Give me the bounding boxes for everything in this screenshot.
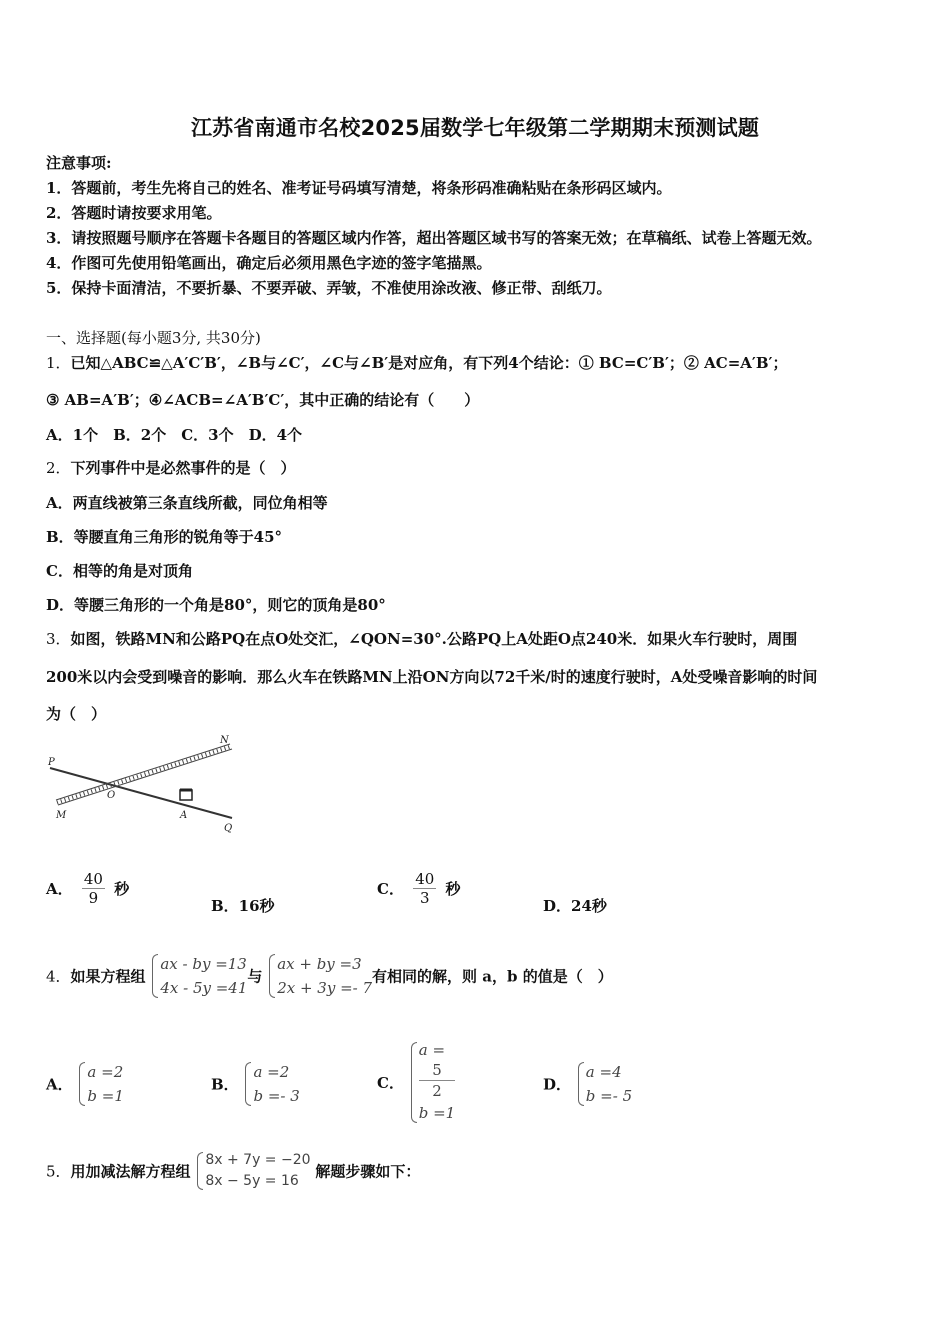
label-p: P: [48, 757, 55, 768]
equation: a =2: [253, 1063, 290, 1081]
answer-system: [243, 1060, 299, 1108]
option-label: A．: [46, 880, 73, 898]
fraction-denominator: 9: [82, 888, 105, 907]
equation: 8x + 7y = −20: [205, 1152, 311, 1168]
question-1-line-2: ③ AB=A′B′；④∠ACB=∠A′B′C′，其中正确的结论有（ ）: [46, 391, 480, 409]
question-2-option-b: B．等腰直角三角形的锐角等于45°: [46, 528, 283, 546]
question-number: 2．: [46, 459, 71, 477]
equation: a =2: [87, 1063, 124, 1081]
equation-system-1: [150, 952, 247, 1000]
question-2-option-d: D．等腰三角形的一个角是80°，则它的顶角是80°: [46, 596, 386, 614]
equation: a =4: [585, 1063, 622, 1081]
label-m: M: [56, 810, 67, 821]
fraction-numerator: 40: [415, 870, 435, 888]
question-3-option-d: D．24秒: [543, 897, 607, 915]
question-3-line-3: 为（ ）: [46, 705, 107, 723]
label-a: A: [180, 810, 188, 821]
note-item: 3．请按照题号顺序在答题卡各题目的答题区域内作答，超出答题区域书写的答案无效；在草稿纸、试卷上答题无效。: [46, 229, 822, 247]
equation-system: [195, 1150, 310, 1192]
question-5-pre: 用加减法解方程组: [70, 1162, 191, 1181]
question-1-line-1: 已知△ABC≌△A′C′B′，∠B与∠C′，∠C与∠B′是对应角，有下列4个结论：① BC=C′B′；② AC=A′B′；: [70, 354, 788, 372]
label-q: Q: [224, 823, 233, 834]
equation-with-fraction: [419, 1040, 455, 1101]
question-2-stem: 下列事件中是必然事件的是（ ）: [70, 459, 296, 477]
section-heading: 一、选择题(每小题3分, 共30分): [46, 329, 261, 347]
option-label: A．: [46, 1075, 73, 1094]
question-1: [46, 352, 788, 373]
page-title: 江苏省南通市名校2025届数学七年级第二学期期末预测试题: [190, 116, 760, 140]
label-n: N: [220, 735, 229, 746]
equation: b =1: [87, 1087, 124, 1105]
unit: 秒: [445, 880, 461, 898]
question-2-option-c: C．相等的角是对顶角: [46, 562, 193, 580]
note-item: 4．作图可先使用铅笔画出，确定后必须用黑色字迹的签字笔描黑。: [46, 254, 492, 272]
equation-lhs: a =: [418, 1041, 446, 1059]
option-label: C．: [377, 1074, 404, 1092]
answer-system: [409, 1040, 455, 1125]
option-label: C．: [377, 880, 404, 898]
unit: 秒: [114, 880, 130, 898]
question-3-line-1: 如图，铁路MN和公路PQ在点O处交汇，∠QON=30°.公路PQ上A处距O点240米．如果火车行驶时，周围: [70, 630, 798, 648]
question-3-option-b: B．16秒: [211, 897, 275, 915]
equation: 4x - 5y =41: [160, 979, 248, 997]
equation-system-2: [267, 952, 372, 1000]
equation: 8x − 5y = 16: [205, 1173, 299, 1189]
fraction-denominator: 2: [419, 1080, 455, 1101]
label-o: O: [107, 790, 116, 801]
question-number: 1．: [46, 354, 71, 372]
question-4: [46, 952, 613, 1000]
option-label: D．: [543, 1075, 572, 1094]
fraction: [413, 870, 436, 907]
question-3: [46, 628, 797, 649]
question-5: [46, 1150, 420, 1192]
answer-system: [576, 1060, 632, 1108]
notes-heading: 注意事项:: [46, 154, 112, 172]
fraction: [419, 1060, 455, 1101]
question-4-mid: 与: [247, 967, 263, 986]
question-2: [46, 457, 296, 478]
fraction-numerator: 40: [83, 870, 103, 888]
question-4-post: 有相同的解，则 a，b 的值是（ ）: [372, 967, 613, 986]
question-number: 4．: [46, 967, 71, 986]
fraction-denominator: 3: [413, 888, 436, 907]
note-item: 5．保持卡面清洁，不要折暴、不要弄破、弄皱，不准使用涂改液、修正带、刮纸刀。: [46, 279, 612, 297]
question-3-option-a: [46, 870, 129, 907]
fraction: [82, 870, 105, 907]
question-4-option-c: [377, 1040, 455, 1125]
railway-road-figure: [44, 732, 244, 836]
question-number: 5．: [46, 1162, 71, 1181]
equation: ax - by =13: [160, 955, 247, 973]
question-2-option-a: A．两直线被第三条直线所截，同位角相等: [46, 494, 328, 512]
question-4-option-d: [543, 1060, 632, 1108]
equation: b =- 5: [585, 1087, 633, 1105]
question-4-option-a: [46, 1060, 124, 1108]
question-5-post: 解题步骤如下：: [315, 1162, 421, 1181]
equation: b =- 3: [253, 1087, 300, 1105]
answer-system: [77, 1060, 123, 1108]
option-label: B．: [211, 1075, 239, 1094]
question-3-line-2: 200米以内会受到噪音的影响．那么火车在铁路MN上沿ON方向以72千米/时的速度行驶时，A处受噪音影响的时间: [46, 668, 818, 686]
equation: ax + by =3: [277, 955, 362, 973]
fraction-numerator: 5: [432, 1061, 442, 1079]
railway-rail-top: [56, 744, 230, 800]
question-3-option-c: [377, 870, 461, 907]
question-number: 3．: [46, 630, 71, 648]
note-item: 1．答题前，考生先将自己的姓名、准考证号码填写清楚，将条形码准确粘贴在条形码区域内。: [46, 179, 672, 197]
equation: 2x + 3y =- 7: [277, 979, 373, 997]
question-4-option-b: [211, 1060, 300, 1108]
note-item: 2．答题时请按要求用笔。: [46, 204, 222, 222]
question-4-pre: 如果方程组: [70, 967, 146, 986]
question-1-options: A．1个 B．2个 C．3个 D．4个: [46, 426, 303, 444]
equation: b =1: [418, 1104, 456, 1122]
